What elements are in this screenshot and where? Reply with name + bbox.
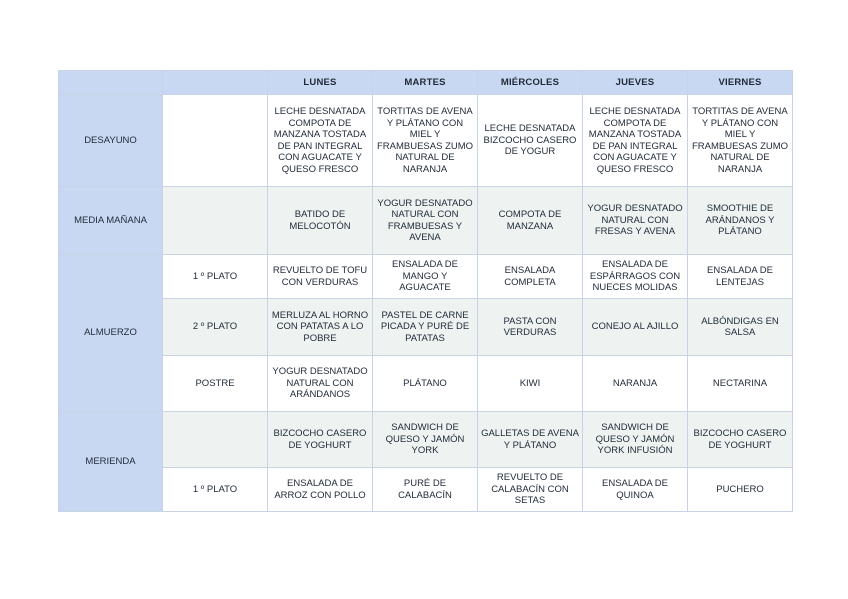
menu-cell: BIZCOCHO CASERO DE YOGHURT <box>268 412 373 468</box>
menu-cell: REVUELTO DE CALABACÍN CON SETAS <box>478 468 583 512</box>
table-row <box>59 255 793 299</box>
menu-cell: TORTITAS DE AVENA Y PLÁTANO CON MIEL Y FRAMBUESAS ZUMO NATURAL DE NARANJA <box>373 95 478 187</box>
menu-cell: CONEJO AL AJILLO <box>583 299 688 356</box>
menu-cell: LECHE DESNATADA COMPOTA DE MANZANA TOSTADA DE PAN INTEGRAL CON AGUACATE Y QUESO FRESCO <box>268 95 373 187</box>
menu-cell: ALBÓNDIGAS EN SALSA <box>688 299 793 356</box>
menu-cell: ENSALADA DE QUINOA <box>583 468 688 512</box>
menu-cell: REVUELTO DE TOFU CON VERDURAS <box>268 255 373 299</box>
menu-cell: YOGUR DESNATADO NATURAL CON FRAMBUESAS Y AVENA <box>373 187 478 255</box>
sub-label: 1 º PLATO <box>163 468 268 512</box>
weekly-menu-table <box>58 70 793 512</box>
menu-cell: SANDWICH DE QUESO Y JAMÓN YORK INFUSIÓN <box>583 412 688 468</box>
header-row <box>59 71 793 95</box>
header-day-miercoles: MIÉRCOLES <box>478 71 583 95</box>
menu-cell: YOGUR DESNATADO NATURAL CON ARÁNDANOS <box>268 356 373 412</box>
header-day-martes: MARTES <box>373 71 478 95</box>
meal-label-almuerzo: ALMUERZO <box>59 255 163 412</box>
menu-cell: LECHE DESNATADA COMPOTA DE MANZANA TOSTADA DE PAN INTEGRAL CON AGUACATE Y QUESO FRESCO <box>583 95 688 187</box>
header-day-viernes: VIERNES <box>688 71 793 95</box>
sub-label <box>163 95 268 187</box>
sub-label <box>163 412 268 468</box>
menu-cell: ENSALADA DE LENTEJAS <box>688 255 793 299</box>
menu-cell: NECTARINA <box>688 356 793 412</box>
menu-cell: PLÁTANO <box>373 356 478 412</box>
table-row <box>59 468 793 512</box>
menu-cell: PASTEL DE CARNE PICADA Y PURÉ DE PATATAS <box>373 299 478 356</box>
menu-cell: KIWI <box>478 356 583 412</box>
meal-label-desayuno: DESAYUNO <box>59 95 163 187</box>
sub-label: 1 º PLATO <box>163 255 268 299</box>
menu-cell: SMOOTHIE DE ARÁNDANOS Y PLÁTANO <box>688 187 793 255</box>
table-row <box>59 299 793 356</box>
header-day-lunes: LUNES <box>268 71 373 95</box>
table-row <box>59 412 793 468</box>
menu-cell: ENSALADA DE ARROZ CON POLLO <box>268 468 373 512</box>
table-row <box>59 187 793 255</box>
header-corner-meal <box>59 71 163 95</box>
menu-cell: BATIDO DE MELOCOTÓN <box>268 187 373 255</box>
header-day-jueves: JUEVES <box>583 71 688 95</box>
menu-cell: TORTITAS DE AVENA Y PLÁTANO CON MIEL Y FRAMBUESAS ZUMO NATURAL DE NARANJA <box>688 95 793 187</box>
menu-cell: ENSALADA COMPLETA <box>478 255 583 299</box>
menu-cell: PURÉ DE CALABACÍN <box>373 468 478 512</box>
menu-cell: BIZCOCHO CASERO DE YOGHURT <box>688 412 793 468</box>
menu-cell: YOGUR DESNATADO NATURAL CON FRESAS Y AVENA <box>583 187 688 255</box>
menu-cell: ENSALADA DE MANGO Y AGUACATE <box>373 255 478 299</box>
menu-cell: LECHE DESNATADA BIZCOCHO CASERO DE YOGUR <box>478 95 583 187</box>
menu-cell: PASTA CON VERDURAS <box>478 299 583 356</box>
menu-cell: GALLETAS DE AVENA Y PLÁTANO <box>478 412 583 468</box>
table-row <box>59 95 793 187</box>
menu-cell: PUCHERO <box>688 468 793 512</box>
menu-cell: MERLUZA AL HORNO CON PATATAS A LO POBRE <box>268 299 373 356</box>
table-row <box>59 356 793 412</box>
menu-cell: NARANJA <box>583 356 688 412</box>
meal-label-merienda: MERIENDA <box>59 412 163 512</box>
menu-cell: ENSALADA DE ESPÁRRAGOS CON NUECES MOLIDAS <box>583 255 688 299</box>
sub-label: POSTRE <box>163 356 268 412</box>
menu-cell: SANDWICH DE QUESO Y JAMÓN YORK <box>373 412 478 468</box>
sub-label <box>163 187 268 255</box>
header-corner-sub <box>163 71 268 95</box>
menu-cell: COMPOTA DE MANZANA <box>478 187 583 255</box>
sub-label: 2 º PLATO <box>163 299 268 356</box>
meal-label-media-manana: MEDIA MAÑANA <box>59 187 163 255</box>
